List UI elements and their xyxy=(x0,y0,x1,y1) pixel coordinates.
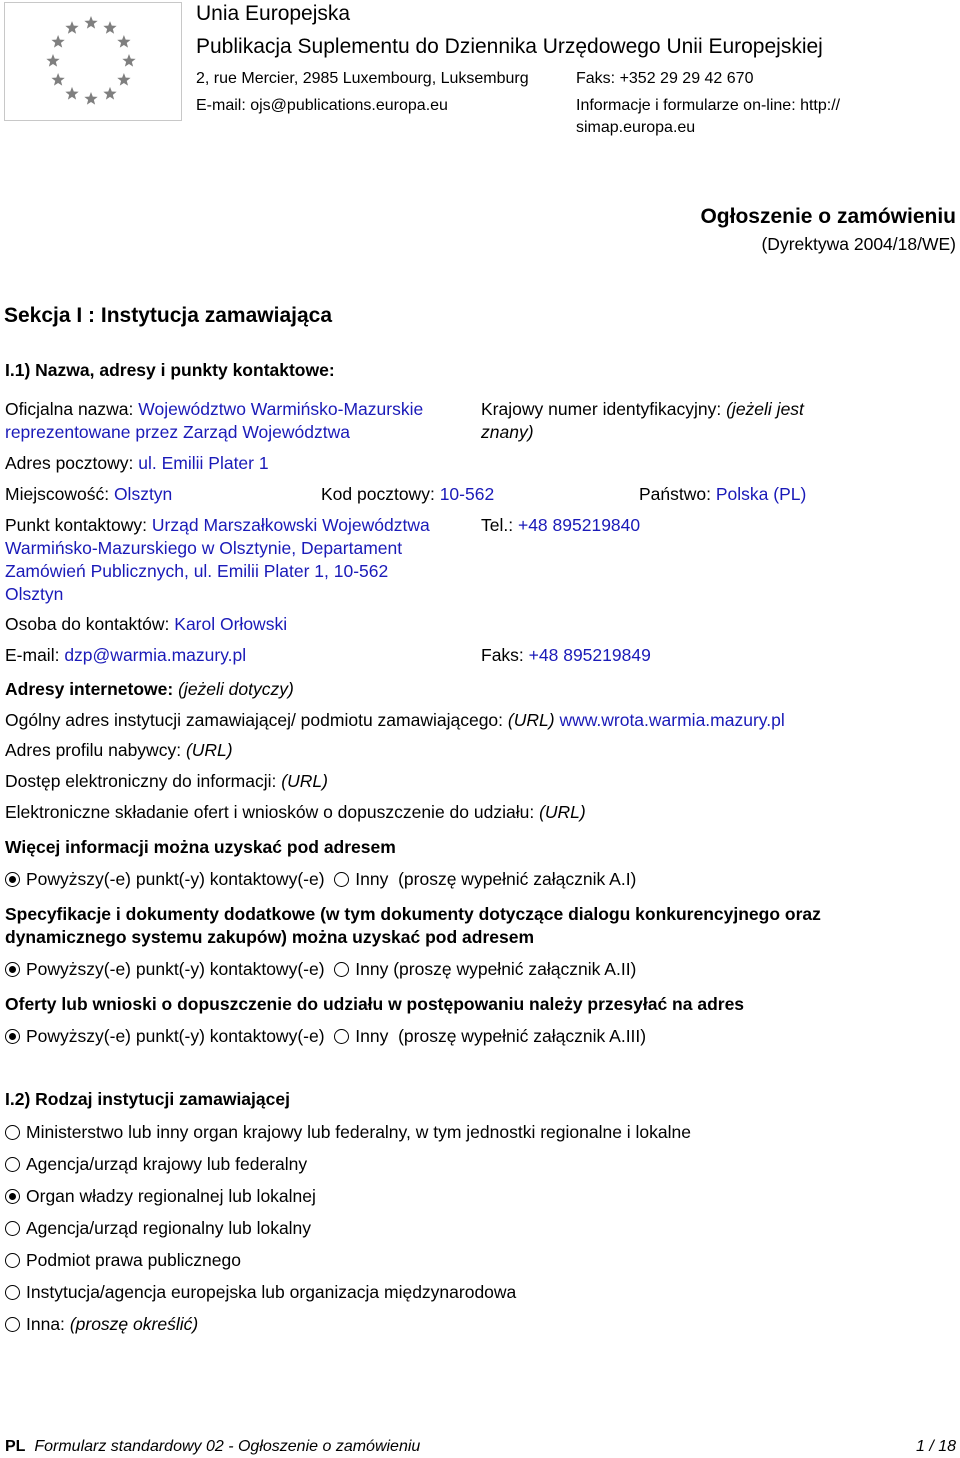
contact-value-3: Zamówień Publicznych, ul. Emilii Plater 1, 10-562 xyxy=(5,561,389,581)
contact-value-1: Urząd Marszałkowski Województwa xyxy=(151,515,430,535)
radio-empty-icon[interactable] xyxy=(334,872,349,887)
postcode-row xyxy=(321,484,494,505)
section-title: Sekcja I : Instytucja zamawiająca xyxy=(4,304,333,327)
i2-option[interactable]: Organ władzy regionalnej lub lokalnej xyxy=(5,1186,316,1207)
i2-option[interactable]: Ministerstwo lub inny organ krajowy lub federalny, w tym jednostki regionalne i lokalne xyxy=(5,1122,691,1143)
person-row xyxy=(5,614,287,635)
tel-label: Tel.: xyxy=(481,515,514,535)
national-id-note-1: (jeżeli jest xyxy=(726,399,804,419)
town-row xyxy=(5,484,172,505)
star-icon xyxy=(84,92,97,105)
i2-title: I.2) Rodzaj instytucji zamawiającej xyxy=(5,1089,290,1109)
header-publication: Publikacja Suplementu do Dziennika Urzędowego Unii Europejskiej xyxy=(196,35,823,58)
esubmission-url: (URL) xyxy=(539,802,586,822)
more-info-title: Więcej informacji można uzyskać pod adresem xyxy=(5,837,396,857)
buyer-profile-url: (URL) xyxy=(185,740,233,760)
header-online-1: Informacje i formularze on-line: http:// xyxy=(576,97,841,114)
fax-row xyxy=(481,645,651,666)
fax-label: Faks: xyxy=(481,645,524,665)
contact-value-4: Olsztyn xyxy=(5,584,64,604)
more-info-option-contact[interactable]: Powyższy(-e) punkt(-y) kontaktowy(-e) xyxy=(5,869,325,889)
national-id-note-2: znany) xyxy=(481,422,534,442)
star-icon xyxy=(46,54,59,67)
general-address-value[interactable]: www.wrota.warmia.mazury.pl xyxy=(559,710,785,730)
more-info-option-other[interactable]: Inny (proszę wypełnić załącznik A.I) xyxy=(334,869,636,889)
star-icon xyxy=(122,54,135,67)
official-name-row xyxy=(5,399,423,420)
radio-empty-icon[interactable] xyxy=(5,1285,20,1300)
email-value[interactable]: dzp@warmia.mazury.pl xyxy=(64,645,247,665)
official-name-label: Oficjalna nazwa: xyxy=(5,399,134,419)
radio-selected-icon[interactable] xyxy=(5,872,20,887)
country-value: Polska (PL) xyxy=(715,484,807,504)
official-name-value-2: reprezentowane przez Zarząd Województwa xyxy=(5,422,350,442)
radio-selected-icon[interactable] xyxy=(5,962,20,977)
radio-empty-icon[interactable] xyxy=(5,1125,20,1140)
email-row xyxy=(5,645,246,666)
i2-option[interactable]: Agencja/urząd regionalny lub lokalny xyxy=(5,1218,311,1239)
i2-option[interactable]: Instytucja/agencja europejska lub organizacja międzynarodowa xyxy=(5,1282,516,1303)
general-address-label: Ogólny adres instytucji zamawiającej/ podmiotu zamawiającego: xyxy=(5,710,504,730)
header-email: E-mail: ojs@publications.europa.eu xyxy=(196,97,448,114)
country-row xyxy=(639,484,806,505)
town-label: Miejscowość: xyxy=(5,484,110,504)
offers-option-contact[interactable]: Powyższy(-e) punkt(-y) kontaktowy(-e) xyxy=(5,1026,325,1046)
national-id-row xyxy=(481,399,804,420)
offers-options xyxy=(5,1026,646,1047)
town-value: Olsztyn xyxy=(113,484,173,504)
star-icon xyxy=(65,87,78,100)
radio-empty-icon[interactable] xyxy=(5,1157,20,1172)
national-id-label: Krajowy numer identyfikacyjny: xyxy=(481,399,722,419)
header-online-2: simap.europa.eu xyxy=(576,119,696,136)
radio-empty-icon[interactable] xyxy=(334,962,349,977)
star-icon xyxy=(51,73,64,86)
radio-selected-icon[interactable] xyxy=(5,1029,20,1044)
offers-title: Oferty lub wnioski o dopuszczenie do udziału w postępowaniu należy przesyłać na adres xyxy=(5,994,745,1014)
person-value: Karol Orłowski xyxy=(174,614,288,634)
internet-row xyxy=(5,679,294,700)
radio-empty-icon[interactable] xyxy=(5,1317,20,1332)
country-label: Państwo: xyxy=(639,484,711,504)
spec-option-other[interactable]: Inny (proszę wypełnić załącznik A.II) xyxy=(334,959,636,979)
star-icon xyxy=(84,16,97,29)
fax-value: +48 895219849 xyxy=(528,645,651,665)
spec-option-contact[interactable]: Powyższy(-e) punkt(-y) kontaktowy(-e) xyxy=(5,959,325,979)
star-icon xyxy=(117,35,130,48)
radio-empty-icon[interactable] xyxy=(5,1253,20,1268)
spec-title-2: dynamicznego systemu zakupów) można uzyskać pod adresem xyxy=(5,927,535,947)
i1-title: I.1) Nazwa, adresy i punkty kontaktowe: xyxy=(5,360,335,380)
official-name-value-1: Województwo Warmińsko-Mazurskie xyxy=(138,399,424,419)
header-fax: Faks: +352 29 29 42 670 xyxy=(576,70,754,87)
radio-empty-icon[interactable] xyxy=(334,1029,349,1044)
esubmission-row xyxy=(5,802,586,823)
postal-row xyxy=(5,453,269,474)
notice-directive: (Dyrektywa 2004/18/WE) xyxy=(761,234,956,254)
buyer-profile-row xyxy=(5,740,233,761)
footer-left xyxy=(5,1438,420,1456)
spec-title-1: Specyfikacje i dokumenty dodatkowe (w tym dokumenty dotyczące dialogu konkurencyjnego oraz xyxy=(5,904,821,924)
postal-value: ul. Emilii Plater 1 xyxy=(138,453,269,473)
eaccess-label: Dostęp elektroniczny do informacji: xyxy=(5,771,277,791)
email-label: E-mail: xyxy=(5,645,60,665)
tel-row xyxy=(481,515,640,536)
person-label: Osoba do kontaktów: xyxy=(5,614,170,634)
header-org: Unia Europejska xyxy=(196,2,351,25)
general-address-url: (URL) xyxy=(507,710,555,730)
i2-option[interactable]: Podmiot prawa publicznego xyxy=(5,1250,241,1271)
i2-option[interactable]: Agencja/urząd krajowy lub federalny xyxy=(5,1154,307,1175)
more-info-options xyxy=(5,869,636,890)
eu-logo xyxy=(4,2,182,121)
spec-options xyxy=(5,959,636,980)
eaccess-row xyxy=(5,771,328,792)
star-icon xyxy=(103,21,116,34)
general-address-row xyxy=(5,710,785,731)
radio-selected-icon[interactable] xyxy=(5,1189,20,1204)
i2-option-other[interactable]: Inna: (proszę określić) xyxy=(5,1314,198,1335)
esubmission-label: Elektroniczne składanie ofert i wniosków o dopuszczenie do udziału: xyxy=(5,802,535,822)
tel-value: +48 895219840 xyxy=(517,515,641,535)
contact-value-2: Warmińsko-Mazurskiego w Olsztynie, Departament xyxy=(5,538,403,558)
eaccess-url: (URL) xyxy=(281,771,328,791)
postcode-label: Kod pocztowy: xyxy=(321,484,435,504)
star-icon xyxy=(117,73,130,86)
star-icon xyxy=(51,35,64,48)
eu-stars-icon xyxy=(5,3,181,120)
radio-empty-icon[interactable] xyxy=(5,1221,20,1236)
postal-label: Adres pocztowy: xyxy=(5,453,134,473)
contact-label: Punkt kontaktowy: xyxy=(5,515,148,535)
star-icon xyxy=(65,21,78,34)
footer-page: 1 / 18 xyxy=(915,1438,956,1455)
internet-title: Adresy internetowe: xyxy=(5,679,174,699)
postcode-value: 10-562 xyxy=(439,484,495,504)
footer-lang: PL xyxy=(5,1438,26,1455)
header-address: 2, rue Mercier, 2985 Luxembourg, Luksemburg xyxy=(196,70,529,87)
offers-option-other[interactable]: Inny (proszę wypełnić załącznik A.III) xyxy=(334,1026,646,1046)
star-icon xyxy=(103,87,116,100)
buyer-profile-label: Adres profilu nabywcy: xyxy=(5,740,182,760)
footer-form: Formularz standardowy 02 - Ogłoszenie o zamówieniu xyxy=(34,1438,421,1455)
contact-row xyxy=(5,515,430,536)
notice-title: Ogłoszenie o zamówieniu xyxy=(700,205,956,228)
internet-note: (jeżeli dotyczy) xyxy=(178,679,294,699)
